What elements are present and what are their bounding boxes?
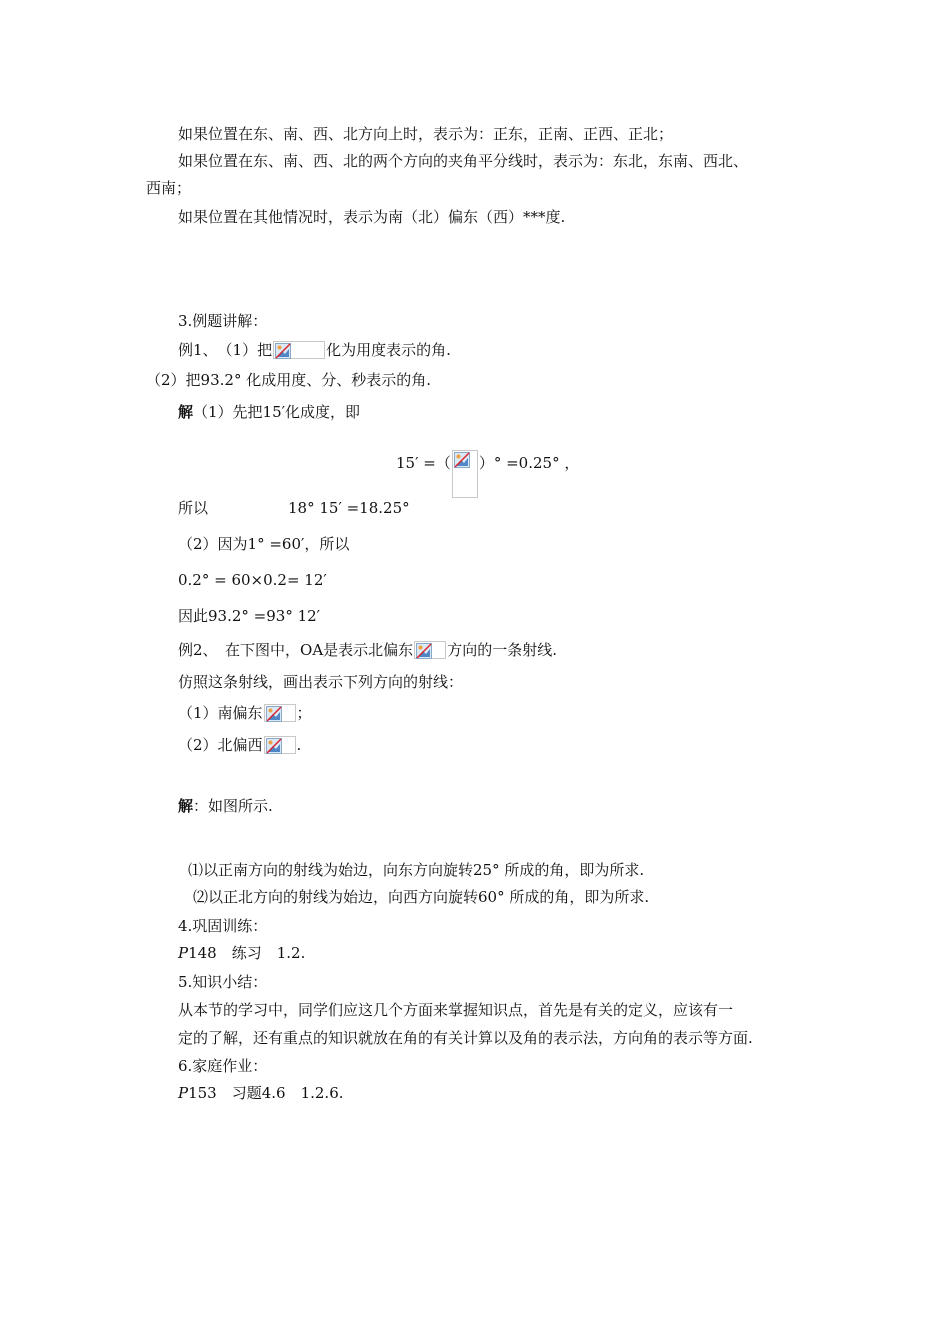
example-2-question-2: （2）北偏西 . <box>178 736 302 754</box>
broken-image-icon <box>273 341 325 359</box>
paragraph-intercardinal: 如果位置在东、南、西、北的两个方向的夹角平分线时，表示为：东北，东南、西北、 <box>178 152 749 170</box>
example-1-part-2: （2）把93.2° 化成用度、分、秒表示的角. <box>146 371 431 389</box>
paragraph-intercardinal-cont: 西南； <box>146 179 192 197</box>
broken-image-icon <box>264 704 296 722</box>
answer-1: ⑴以正南方向的射线为始边，向东方向旋转25° 所成的角，即为所求. <box>188 861 645 879</box>
equation-93.2-degree: 因此93.2° =93° 12′ <box>178 607 321 625</box>
solution-3: 解：如图所示. <box>178 797 273 815</box>
section-4-content: P148 练习 1.2. <box>178 944 306 962</box>
section-6-heading: 6.家庭作业： <box>178 1057 268 1075</box>
paragraph-other: 如果位置在其他情况时，表示为南（北）偏东（西）***度. <box>178 208 566 226</box>
equation-0.2-degree: 0.2° = 60×0.2= 12′ <box>178 571 327 589</box>
solution-1: 解（1）先把15′化成度，即 <box>178 403 361 421</box>
paragraph-cardinal: 如果位置在东、南、西、北方向上时，表示为：正东，正南、正西、正北； <box>178 125 674 143</box>
example-2-line: 例2、 在下图中，OA是表示北偏东 方向的一条射线. <box>178 641 557 659</box>
section-5-heading: 5.知识小结： <box>178 973 268 991</box>
equation-15-minutes: 15′ =（ ）° =0.25° ， <box>396 450 579 498</box>
example-2-question-1: （1）南偏东 ； <box>178 704 312 722</box>
example-1-line: 例1、 （1）把 化为用度表示的角. <box>178 341 451 359</box>
broken-image-icon <box>452 450 478 498</box>
section-6-content: P153 习题4.6 1.2.6. <box>178 1084 344 1102</box>
so-line-label: 所以 <box>178 499 209 517</box>
solution-2: （2）因为1° =60′，所以 <box>178 535 350 553</box>
so-line-equation: 18° 15′ =18.25° <box>288 499 410 517</box>
section-3-heading: 3.例题讲解： <box>178 312 268 330</box>
broken-image-icon <box>264 736 296 754</box>
answer-2: ⑵以正北方向的射线为始边，向西方向旋转60° 所成的角，即为所求. <box>193 888 650 906</box>
example-2-instruction: 仿照这条射线，画出表示下列方向的射线： <box>178 673 464 691</box>
broken-image-icon <box>414 641 446 659</box>
section-5-content-cont: 定的了解，还有重点的知识就放在角的有关计算以及角的表示法，方向角的表示等方面. <box>178 1029 753 1047</box>
section-4-heading: 4.巩固训练： <box>178 917 268 935</box>
section-5-content: 从本节的学习中，同学们应这几个方面来掌握知识点，首先是有关的定义，应该有一 <box>178 1001 734 1019</box>
